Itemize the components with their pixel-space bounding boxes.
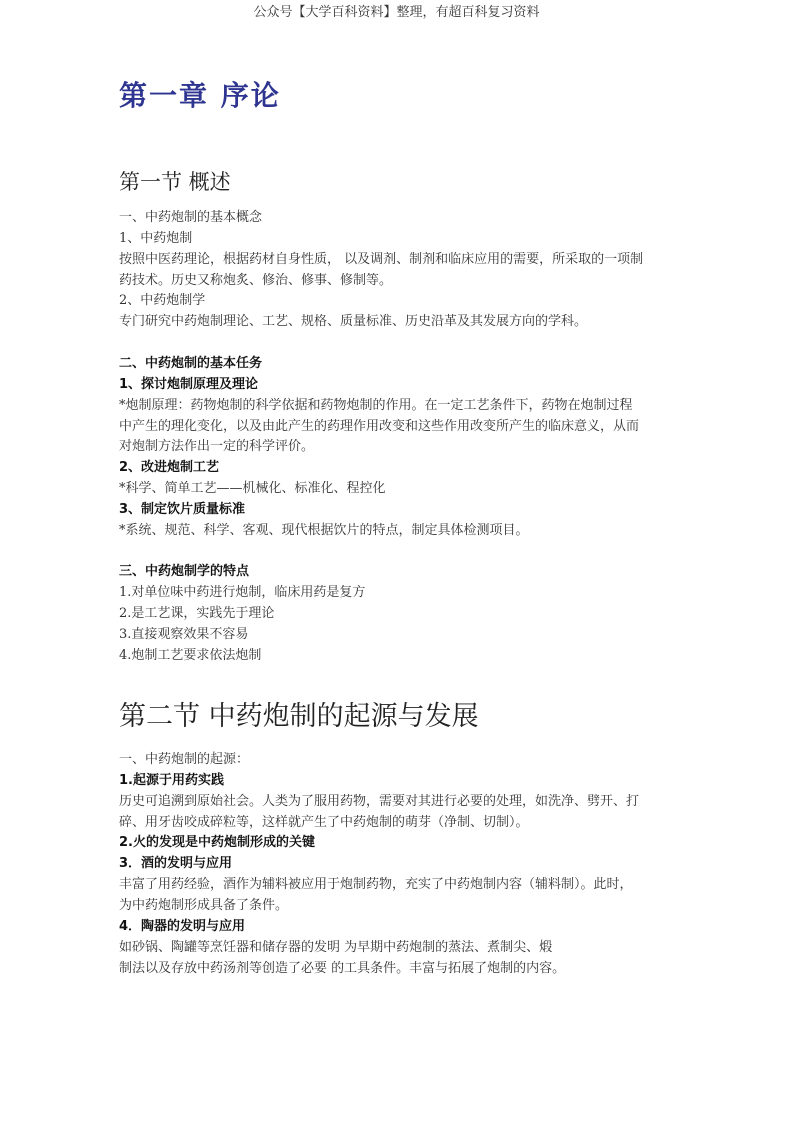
origin-heading: 一、中药炮制的起源： — [119, 752, 250, 767]
section-2-title: 第二节 中药炮制的起源与发展 — [119, 701, 479, 732]
task-3-title: 3、制定饮片质量标准 — [119, 502, 246, 517]
concept-item-2-text: 专门研究中药炮制理论、工艺、规格、质量标准、历史沿革及其发展方向的学科。 — [119, 314, 588, 329]
concept-heading: 一、中药炮制的基本概念 — [119, 210, 263, 225]
task-1-title: 1、探讨炮制原理及理论 — [119, 377, 259, 392]
feature-item: 1.对单位味中药进行炮制，临床用药是复方 — [119, 585, 366, 600]
task-3-text: *系统、规范、科学、客观、现代根据饮片的特点，制定具体检测项目。 — [119, 523, 529, 538]
task-1-text: 中产生的理化变化，以及由此产生的药理作用改变和这些作用改变所产生的临床意义，从而 — [119, 419, 640, 434]
origin-3-text: 丰富了用药经验，酒作为辅料被应用于炮制药物，充实了中药炮制内容（辅料制）。此时， — [119, 877, 633, 892]
chapter-title: 第一章 序论 — [119, 79, 281, 112]
task-1-text: *炮制原理：药物炮制的科学依据和药物炮制的作用。在一定工艺条件下，药物在炮制过程 — [119, 398, 633, 413]
concept-item-1-text: 药技术。历史又称炮炙、修治、修事、修制等。 — [119, 273, 393, 288]
concept-item-2-title: 2、中药炮制学 — [119, 293, 206, 308]
origin-4-title: 4．陶器的发明与应用 — [119, 919, 246, 934]
page-header: 公众号【大学百科资料】整理，有超百科复习资料 — [253, 5, 540, 20]
origin-4-text: 如砂锅、陶罐等烹饪器和储存器的发明 为早期中药炮制的蒸法、煮制尖、煅 — [119, 940, 553, 955]
task-2-text: *科学、简单工艺——机械化、标准化、程控化 — [119, 481, 386, 496]
concept-item-1-text: 按照中医药理论，根据药材自身性质， 以及调剂、制剂和临床应用的需要，所采取的一项制 — [119, 252, 644, 267]
feature-item: 2.是工艺课，实践先于理论 — [119, 606, 275, 621]
origin-2-title: 2.火的发现是中药炮制形成的关键 — [119, 835, 315, 850]
task-1-text: 对炮制方法作出一定的科学评价。 — [119, 439, 315, 454]
origin-4-text: 制法以及存放中药汤剂等创造了必要 的工具条件。丰富与拓展了炮制的内容。 — [119, 961, 566, 976]
task-2-title: 2、改进炮制工艺 — [119, 460, 220, 475]
origin-3-text: 为中药炮制形成具备了条件。 — [119, 898, 289, 913]
origin-1-title: 1.起源于用药实践 — [119, 773, 224, 788]
section-1-title: 第一节 概述 — [119, 170, 231, 194]
tasks-heading: 二、中药炮制的基本任务 — [119, 356, 263, 371]
concept-item-1-title: 1、中药炮制 — [119, 231, 193, 246]
origin-1-text: 碎、用牙齿咬成碎粒等，这样就产生了中药炮制的萌芽（净制、切制）。 — [119, 815, 529, 830]
feature-item: 4.炮制工艺要求依法炮制 — [119, 648, 262, 663]
origin-3-title: 3．酒的发明与应用 — [119, 856, 233, 871]
origin-1-text: 历史可追溯到原始社会。人类为了服用药物，需要对其进行必要的处理，如洗净、劈开、打 — [119, 794, 640, 809]
feature-item: 3.直接观察效果不容易 — [119, 627, 249, 642]
features-heading: 三、中药炮制学的特点 — [119, 564, 250, 579]
